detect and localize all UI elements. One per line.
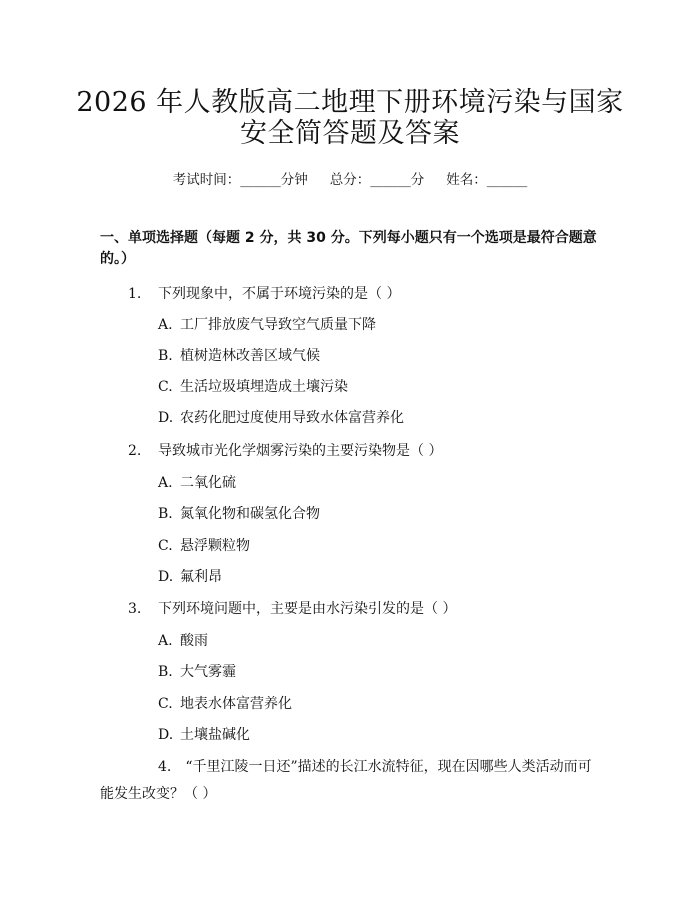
student-name-field: 姓名：______ [446, 172, 528, 188]
option-text: 农药化肥过度使用导致水体富营养化 [180, 410, 404, 426]
option-text: 氟利昂 [180, 569, 222, 585]
option-letter: A. [158, 475, 173, 491]
option-letter: B. [158, 348, 173, 364]
option-letter: D. [158, 727, 174, 743]
total-score-field: 总分：______分 [329, 172, 425, 188]
option-letter: A. [158, 317, 173, 333]
exam-title-line-2: 安全简答题及答案 [240, 118, 460, 149]
exam-title-line-1: 2026 年人教版高二地理下册环境污染与国家 [76, 87, 624, 118]
question-text: “千里江陵一日还”描述的长江水流特征，现在因哪些人类活动而可能发生改变？（ ） [100, 759, 592, 802]
question-number: 2. [128, 443, 142, 459]
section-heading: 一、单项选择题（每题 2 分，共 30 分。下列每小题只有一个选项是最符合题意的。） [100, 230, 597, 267]
option-text: 地表水体富营养化 [180, 696, 292, 712]
option-text: 酸雨 [180, 633, 208, 649]
question-number: 4. [158, 759, 172, 775]
option-text: 工厂排放废气导致空气质量下降 [180, 317, 376, 333]
option-letter: A. [158, 633, 173, 649]
question-text: 下列现象中，不属于环境污染的是（ ） [158, 286, 401, 302]
option-letter: C. [158, 379, 173, 395]
option-text: 二氧化硫 [180, 475, 236, 491]
question-number: 1. [128, 286, 142, 302]
question-4 [100, 754, 600, 808]
option-text: 生活垃圾填埋造成土壤污染 [180, 379, 348, 395]
option-letter: C. [158, 538, 173, 554]
option-letter: B. [158, 506, 173, 522]
option-text: 大气雾霾 [180, 664, 236, 680]
option-letter: C. [158, 696, 173, 712]
option-letter: D. [158, 569, 174, 585]
question-number: 3. [128, 601, 142, 617]
option-letter: B. [158, 664, 173, 680]
question-text: 导致城市光化学烟雾污染的主要污染物是（ ） [158, 443, 443, 459]
exam-time-field: 考试时间：______分钟 [172, 172, 308, 188]
option-text: 悬浮颗粒物 [180, 538, 250, 554]
question-text: 下列环境问题中，主要是由水污染引发的是（ ） [158, 601, 457, 617]
option-letter: D. [158, 410, 174, 426]
exam-meta [0, 168, 700, 188]
option-text: 土壤盐碱化 [180, 727, 250, 743]
option-text: 氮氧化物和碳氢化合物 [180, 506, 320, 522]
option-text: 植树造林改善区域气候 [180, 348, 320, 364]
